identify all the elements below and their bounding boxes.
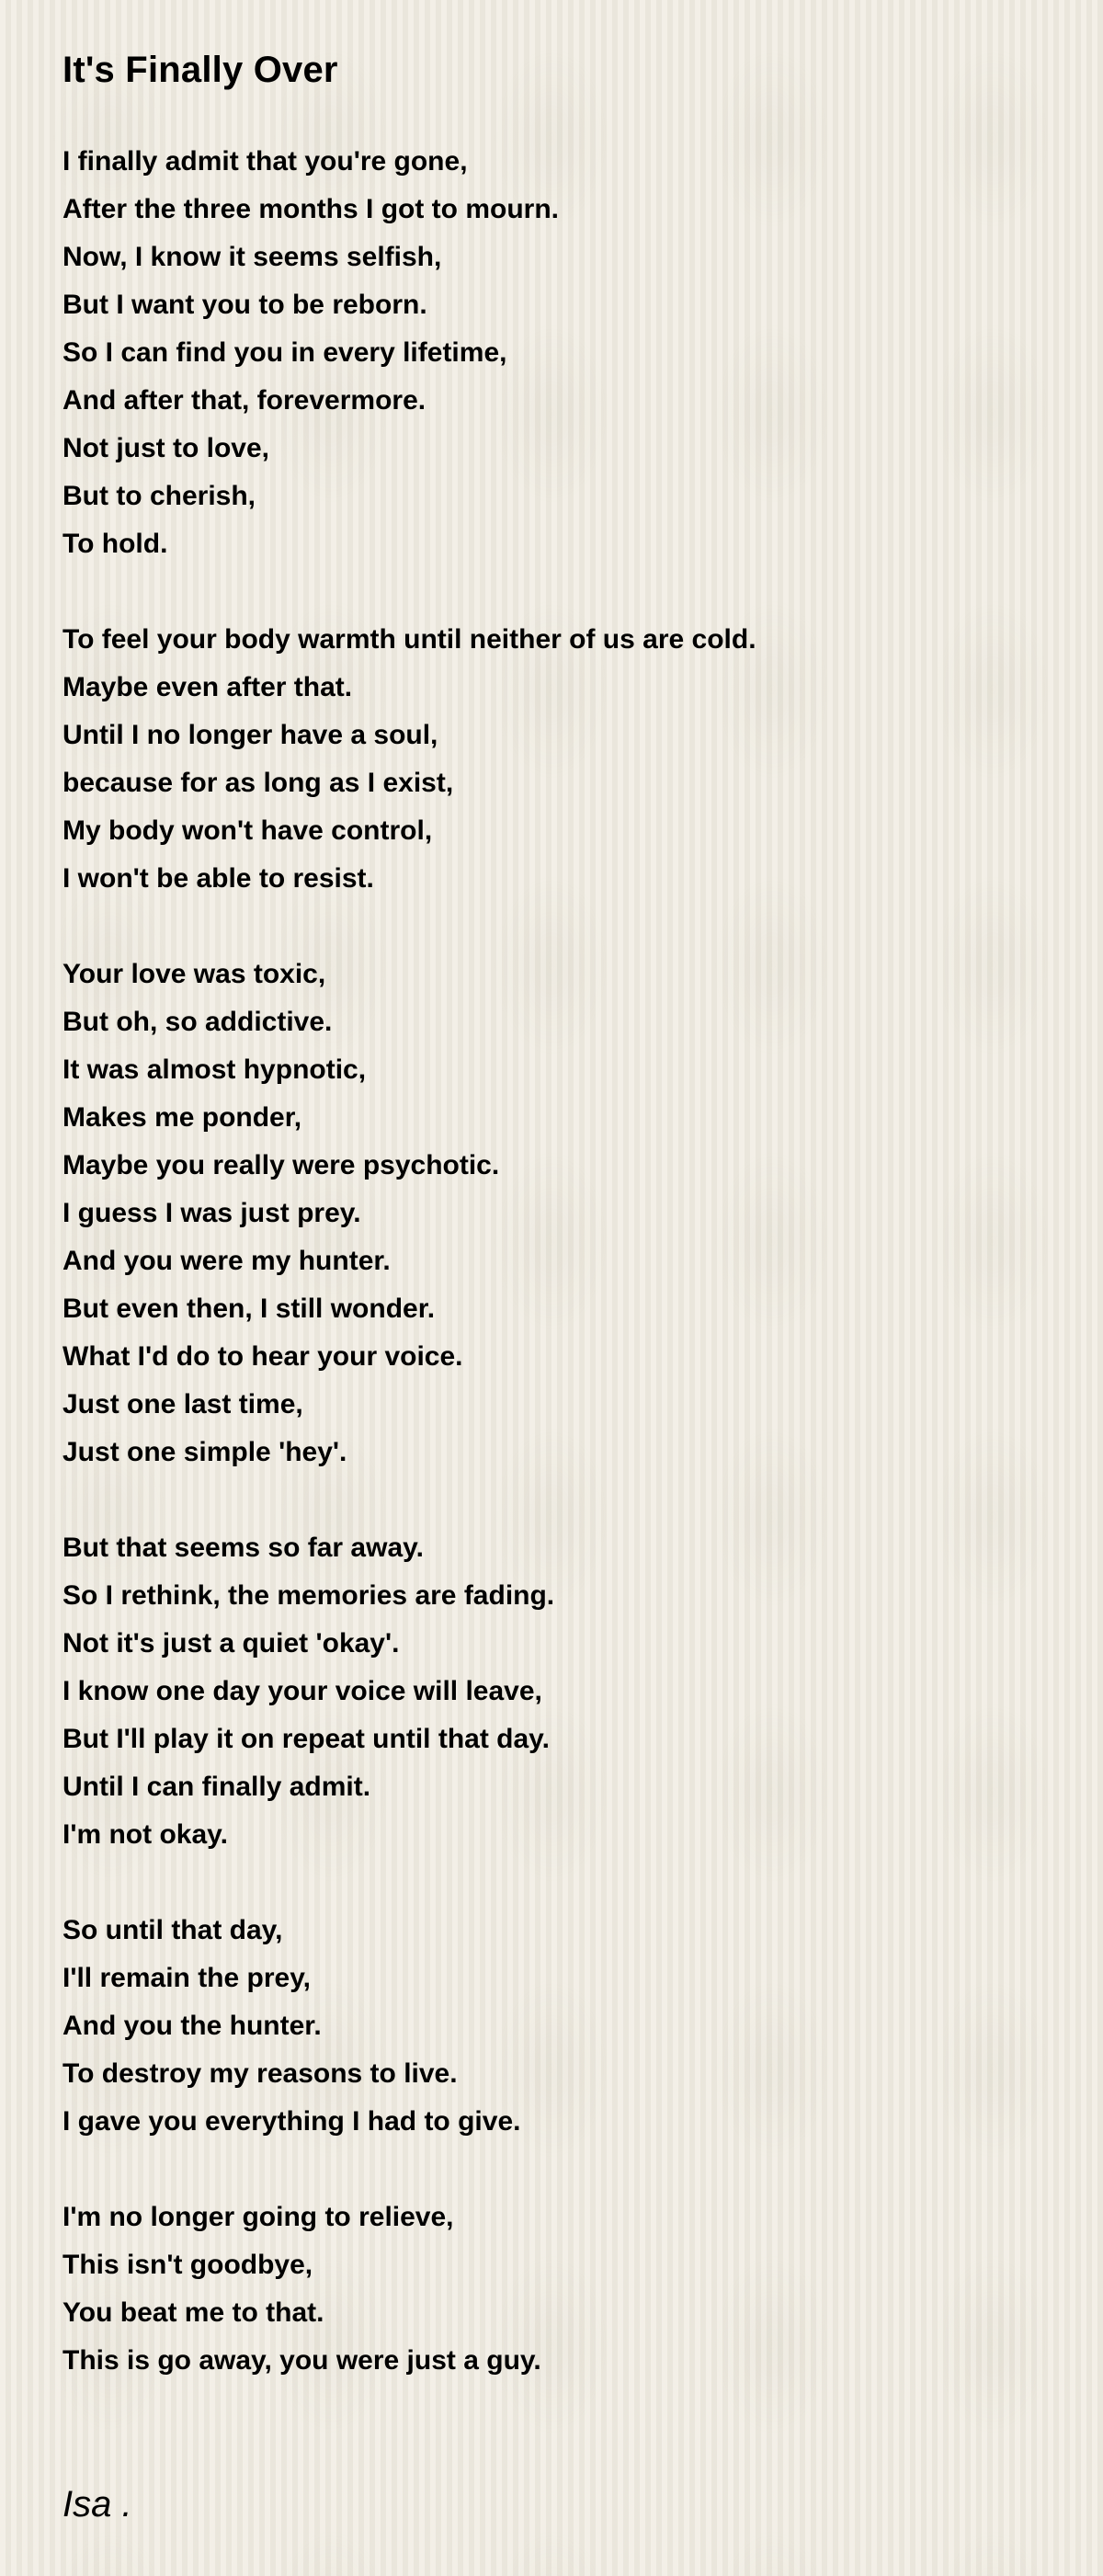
poem-line: Just one last time, xyxy=(63,1389,303,1419)
poem-body xyxy=(63,138,1055,2433)
poem-line: And after that, forevermore. xyxy=(63,385,426,416)
poem-line: Maybe you really were psychotic. xyxy=(63,1150,500,1180)
stanza xyxy=(63,951,1055,1476)
poem-line: This isn't goodbye, xyxy=(63,2250,313,2280)
poem-line: But I want you to be reborn. xyxy=(63,290,427,320)
poem-line: To destroy my reasons to live. xyxy=(63,2058,458,2089)
stanza xyxy=(63,1524,1055,1859)
poem-line: To hold. xyxy=(63,529,168,559)
poem-line: Maybe even after that. xyxy=(63,672,353,702)
poem-line: So until that day, xyxy=(63,1915,283,1945)
poem-line: Not just to love, xyxy=(63,433,269,463)
poem-line: And you the hunter. xyxy=(63,2011,322,2041)
poem-line: Until I can finally admit. xyxy=(63,1772,371,1802)
stanza xyxy=(63,2194,1055,2385)
stanza xyxy=(63,138,1055,568)
poem-line: But that seems so far away. xyxy=(63,1533,424,1563)
poem-line: So I can find you in every lifetime, xyxy=(63,337,507,368)
poem-line: I finally admit that you're gone, xyxy=(63,146,468,177)
poem-line: I'll remain the prey, xyxy=(63,1963,311,1993)
poem-line: My body won't have control, xyxy=(63,815,433,846)
poem-line: I'm no longer going to relieve, xyxy=(63,2202,454,2232)
poem-line: To feel your body warmth until neither of us are cold. xyxy=(63,624,756,655)
poem-line: After the three months I got to mourn. xyxy=(63,194,559,224)
poem-line: And you were my hunter. xyxy=(63,1246,391,1276)
poem-line: But oh, so addictive. xyxy=(63,1007,333,1037)
poem-line: because for as long as I exist, xyxy=(63,768,454,798)
poem-line: Not it's just a quiet 'okay'. xyxy=(63,1628,400,1658)
poem-title: It's Finally Over xyxy=(63,50,338,90)
poem-line: I'm not okay. xyxy=(63,1819,228,1850)
poem-line: This is go away, you were just a guy. xyxy=(63,2345,541,2376)
stanza xyxy=(63,616,1055,903)
poem-line: I gave you everything I had to give. xyxy=(63,2106,521,2137)
poem-line: I won't be able to resist. xyxy=(63,863,374,894)
poem-line: I guess I was just prey. xyxy=(63,1198,361,1228)
poem-line: But I'll play it on repeat until that day. xyxy=(63,1724,550,1754)
poem-line: Your love was toxic, xyxy=(63,959,326,989)
stanza xyxy=(63,1907,1055,2146)
poem-line: Until I no longer have a soul, xyxy=(63,720,438,750)
poem-line: I know one day your voice will leave, xyxy=(63,1676,542,1706)
poem-line: Now, I know it seems selfish, xyxy=(63,242,442,272)
poem-line: What I'd do to hear your voice. xyxy=(63,1341,463,1372)
poem-line: It was almost hypnotic, xyxy=(63,1054,367,1085)
poem-line: But even then, I still wonder. xyxy=(63,1294,436,1324)
poem-line: You beat me to that. xyxy=(63,2297,324,2328)
poem-line: So I rethink, the memories are fading. xyxy=(63,1580,555,1611)
poem-line: Just one simple 'hey'. xyxy=(63,1437,347,1467)
author-name: Isa . xyxy=(63,2484,132,2525)
poem-line: Makes me ponder, xyxy=(63,1102,302,1133)
poem-line: But to cherish, xyxy=(63,481,256,511)
